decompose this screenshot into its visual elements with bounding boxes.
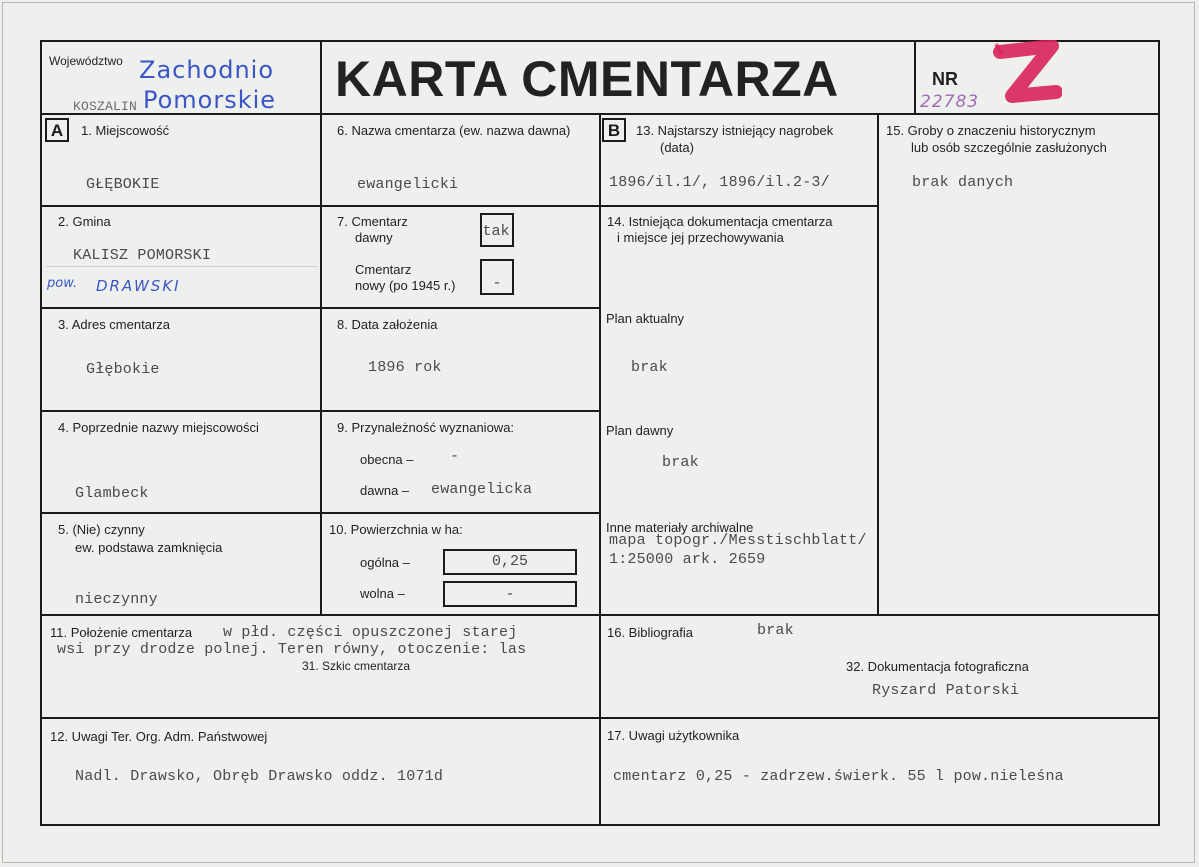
field-15-label-line2: lub osób szczególnie zasłużonych — [911, 140, 1107, 155]
other-materials-value-line1: mapa topogr./Messtischblatt/ — [609, 532, 867, 549]
field-32-value: Ryszard Patorski — [872, 682, 1020, 699]
field-6-value: ewangelicki — [357, 176, 459, 193]
field-1-label: 1. Miejscowość — [81, 123, 170, 138]
field-2-value: KALISZ POMORSKI — [73, 247, 212, 264]
field-5-label-line1: 5. (Nie) czynny — [58, 522, 145, 537]
field-13-label-line1: 13. Najstarszy istniejący nagrobek — [636, 123, 834, 138]
field-16-value: brak — [757, 622, 794, 639]
field-8-value: 1896 rok — [368, 359, 442, 376]
wojewodztwo-label: Województwo — [49, 54, 123, 68]
cemetery-old-value: tak — [482, 223, 510, 240]
field-10-total-label: ogólna – — [360, 555, 410, 570]
cemetery-new-value: - — [492, 275, 502, 292]
plan-old-label: Plan dawny — [606, 423, 674, 438]
divider-col1-header — [320, 40, 322, 554]
field-17-label: 17. Uwagi użytkownika — [607, 728, 740, 743]
field-3-value: Głębokie — [86, 361, 160, 378]
cemetery-old-checkbox[interactable] — [480, 213, 514, 247]
plan-current-label: Plan aktualny — [606, 311, 685, 326]
area-free-field[interactable] — [443, 581, 577, 607]
divider-nr — [914, 40, 916, 114]
field-5-value: nieczynny — [75, 591, 158, 608]
divider-col2 — [599, 113, 601, 825]
field-7b-label-line2: nowy (po 1945 r.) — [355, 278, 456, 293]
field-5-label-line2: ew. podstawa zamknięcia — [75, 540, 223, 555]
field-1-value: GŁĘBOKIE — [86, 176, 160, 193]
field-4-value: Glambeck — [75, 485, 149, 502]
wojewodztwo-value-line1: Zachodnio — [139, 56, 275, 84]
field-10-free-label: wolna – — [360, 586, 405, 601]
field-2-label: 2. Gmina — [58, 214, 111, 229]
field-32-label: 32. Dokumentacja fotograficzna — [846, 659, 1029, 674]
field-14-label-line1: 14. Istniejąca dokumentacja cmentarza — [607, 214, 833, 229]
field-11-value-line1: w płd. części opuszczonej starej — [223, 624, 518, 641]
field-10-label: 10. Powierzchnia w ha: — [329, 522, 463, 537]
other-materials-value-line2: 1:25000 ark. 2659 — [609, 551, 766, 568]
field-3-label: 3. Adres cmentarza — [58, 317, 170, 332]
field-15-label-line1: 15. Groby o znaczeniu historycznym — [886, 123, 1096, 138]
divider-col3 — [877, 113, 879, 615]
field-13-value: 1896/il.1/, 1896/il.2-3/ — [609, 174, 830, 191]
field-12-label: 12. Uwagi Ter. Org. Adm. Państwowej — [50, 729, 268, 744]
field-17-value: cmentarz 0,25 - zadrzew.świerk. 55 l pow.nieleśna — [613, 768, 1064, 785]
plan-old-value: brak — [662, 454, 699, 471]
other-materials-label: Inne materiały archiwalne — [606, 520, 754, 535]
field-6-label: 6. Nazwa cmentarza (ew. nazwa dawna) — [337, 123, 571, 138]
z-stamp-icon — [992, 40, 1062, 112]
wojewodztwo-value-line2: Pomorskie — [143, 86, 277, 114]
field-14-label-line2: i miejsce jej przechowywania — [617, 230, 784, 245]
field-13-label-line2: (data) — [660, 140, 694, 155]
area-total-value: 0,25 — [491, 553, 528, 570]
field-9-current-label: obecna – — [360, 452, 414, 467]
nr-number: 22783 — [920, 92, 980, 112]
field-12-value: Nadl. Drawsko, Obręb Drawsko oddz. 1071d — [75, 768, 444, 785]
field-7-label-line2: dawny — [355, 230, 393, 245]
field-7b-label-line1: Cmentarz — [355, 262, 412, 277]
field-31-label: 31. Szkic cmentarza — [302, 659, 411, 673]
field-2-underline — [46, 266, 318, 267]
field-2-note: DRAWSKI — [96, 277, 181, 295]
field-9-label: 9. Przynależność wyznaniowa: — [337, 420, 515, 435]
plan-current-value: brak — [631, 359, 668, 376]
field-4-label: 4. Poprzednie nazwy miejscowości — [58, 420, 259, 435]
field-11-label: 11. Położenie cmentarza — [50, 625, 193, 640]
field-7-label-line1: 7. Cmentarz — [337, 214, 408, 229]
area-total-field[interactable] — [443, 549, 577, 575]
field-11-value-line2: wsi przy drodze polnej. Teren równy, otoczenie: las — [57, 641, 527, 658]
old-wojewodztwo: KOSZALIN — [73, 99, 138, 114]
field-2-note-prefix: pow. — [47, 276, 78, 291]
nr-label: NR — [932, 69, 958, 89]
divider-col1-lower — [320, 554, 322, 616]
area-free-value: - — [505, 586, 515, 603]
page-title: KARTA CMENTARZA — [335, 51, 839, 107]
field-9-current-value: - — [450, 448, 460, 465]
field-16-label: 16. Bibliografia — [607, 625, 693, 640]
field-8-label: 8. Data założenia — [337, 317, 438, 332]
field-9-past-label: dawna – — [360, 483, 410, 498]
section-b-marker: B — [602, 118, 626, 142]
field-15-value: brak danych — [912, 174, 1014, 191]
divider-row1b — [600, 205, 878, 207]
section-a-marker: A — [45, 118, 69, 142]
field-9-past-value: ewangelicka — [431, 481, 533, 498]
cemetery-new-checkbox[interactable] — [480, 259, 514, 295]
